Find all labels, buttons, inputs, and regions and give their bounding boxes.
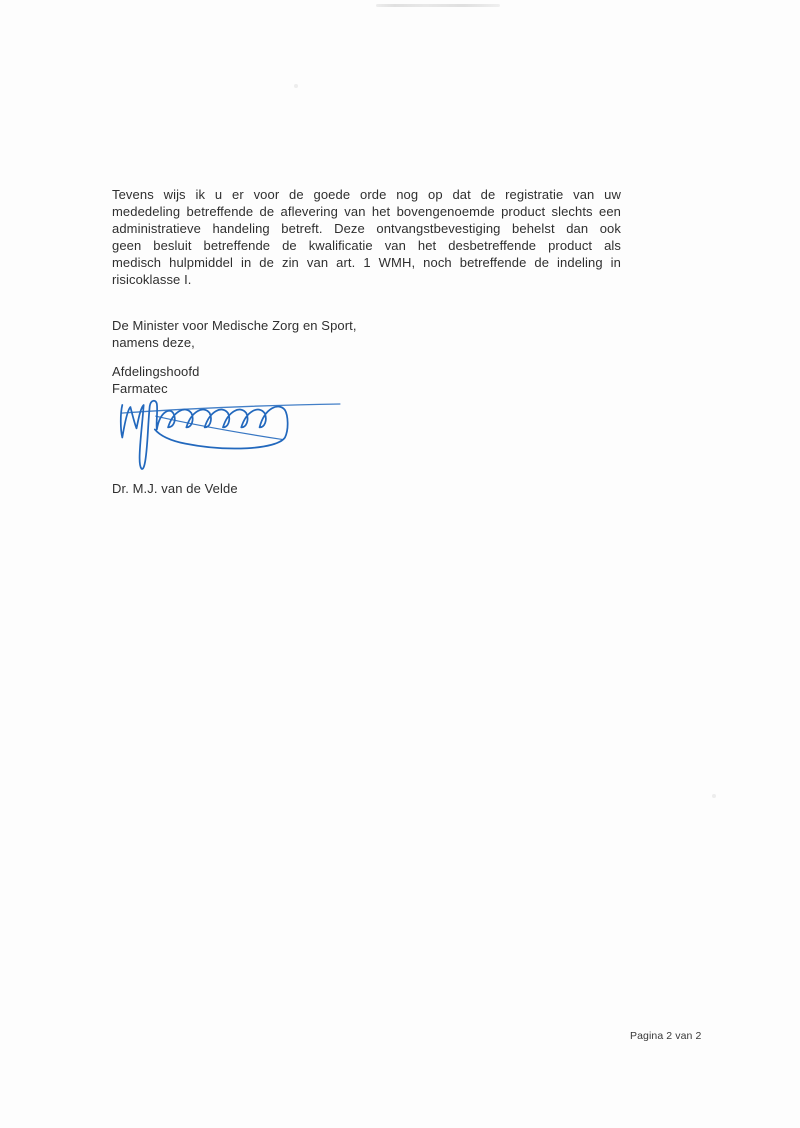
signer-name: Dr. M.J. van de Velde bbox=[112, 481, 238, 496]
body-text-line: medisch hulpmiddel in de zin van art. 1 WMH, noch betreffende de indeling in bbox=[112, 255, 621, 270]
body-text-line: risicoklasse I. bbox=[112, 272, 192, 287]
signature-ink-icon bbox=[104, 392, 348, 480]
scan-speck bbox=[294, 84, 298, 88]
body-text-line: geen besluit betreffende de kwalificatie van het desbetreffende product als bbox=[112, 238, 621, 253]
handwritten-signature bbox=[104, 392, 348, 480]
scan-speck bbox=[712, 794, 716, 798]
closing-line: namens deze, bbox=[112, 335, 195, 350]
body-text-line: mededeling betreffende de aflevering van het bovengenoemde product slechts een bbox=[112, 204, 621, 219]
scan-artifact-top bbox=[376, 4, 500, 7]
body-text-line: administratieve handeling betreft. Deze ontvangstbevestiging behelst dan ook bbox=[112, 221, 621, 236]
closing-line: De Minister voor Medische Zorg en Sport, bbox=[112, 318, 357, 333]
body-text-line: Tevens wijs ik u er voor de goede orde nog op dat de registratie van uw bbox=[112, 187, 621, 202]
signer-function-line: Farmatec bbox=[112, 381, 168, 396]
closing-block bbox=[112, 317, 357, 351]
body-paragraph bbox=[112, 186, 621, 288]
signer-function-line: Afdelingshoofd bbox=[112, 364, 200, 379]
page-number: Pagina 2 van 2 bbox=[630, 1030, 702, 1042]
